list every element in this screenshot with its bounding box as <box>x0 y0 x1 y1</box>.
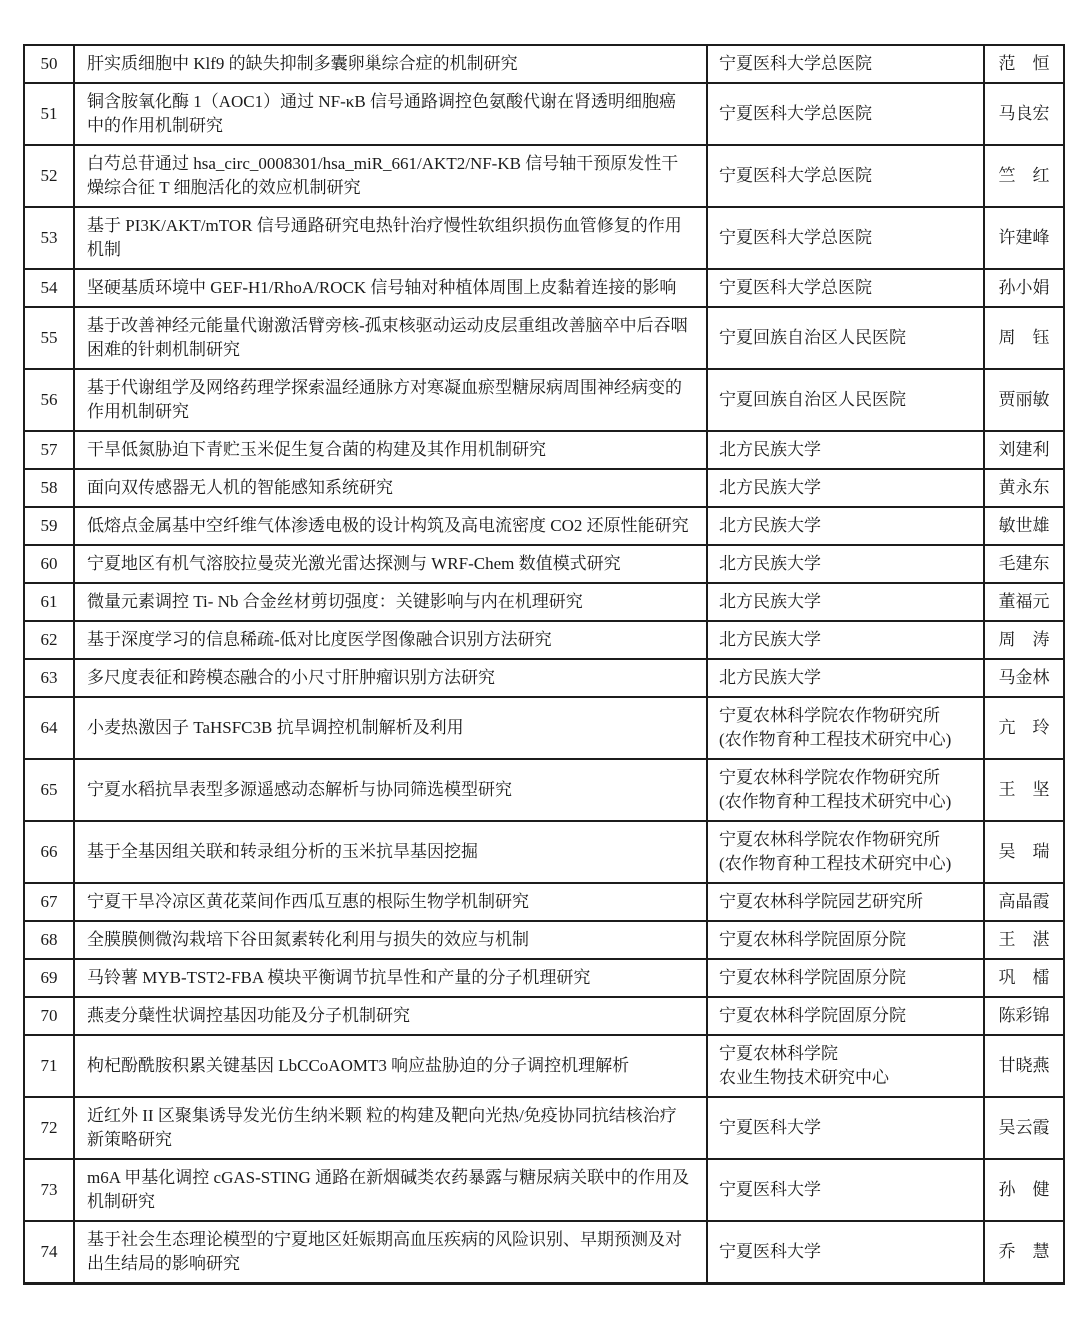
table-row <box>24 269 1064 307</box>
project-title: 马铃薯 MYB-TST2-FBA 模块平衡调节抗旱性和产量的分子机理研究 <box>74 959 707 997</box>
institution: 北方民族大学 <box>707 545 984 583</box>
institution: 北方民族大学 <box>707 507 984 545</box>
row-number: 64 <box>24 697 74 759</box>
institution: 宁夏医科大学 <box>707 1221 984 1284</box>
project-title: 基于代谢组学及网络药理学探索温经通脉方对寒凝血瘀型糖尿病周围神经病变的作用机制研究 <box>74 369 707 431</box>
institution: 宁夏医科大学总医院 <box>707 83 984 145</box>
person-name: 吴云霞 <box>984 1097 1064 1159</box>
project-title: 面向双传感器无人机的智能感知系统研究 <box>74 469 707 507</box>
project-title: 肝实质细胞中 Klf9 的缺失抑制多囊卵巢综合症的机制研究 <box>74 45 707 83</box>
table-row <box>24 659 1064 697</box>
table-row <box>24 507 1064 545</box>
institution: 北方民族大学 <box>707 583 984 621</box>
row-number: 63 <box>24 659 74 697</box>
table-row <box>24 545 1064 583</box>
table-row <box>24 1221 1064 1284</box>
project-title: 微量元素调控 Ti- Nb 合金丝材剪切强度：关键影响与内在机理研究 <box>74 583 707 621</box>
institution: 宁夏医科大学总医院 <box>707 269 984 307</box>
institution: 北方民族大学 <box>707 621 984 659</box>
person-name: 许建峰 <box>984 207 1064 269</box>
table-row <box>24 307 1064 369</box>
table-row <box>24 207 1064 269</box>
project-title: 坚硬基质环境中 GEF-H1/RhoA/ROCK 信号轴对种植体周围上皮黏着连接的影响 <box>74 269 707 307</box>
row-number: 70 <box>24 997 74 1035</box>
institution: 宁夏农林科学院园艺研究所 <box>707 883 984 921</box>
institution: 北方民族大学 <box>707 469 984 507</box>
person-name: 吴 瑞 <box>984 821 1064 883</box>
project-title: 近红外 II 区聚集诱导发光仿生纳米颗 粒的构建及靶向光热/免疫协同抗结核治疗新策略研究 <box>74 1097 707 1159</box>
table-row <box>24 997 1064 1035</box>
project-title: m6A 甲基化调控 cGAS-STING 通路在新烟碱类农药暴露与糖尿病关联中的作用及机制研究 <box>74 1159 707 1221</box>
table-row <box>24 1159 1064 1221</box>
institution: 宁夏医科大学总医院 <box>707 145 984 207</box>
row-number: 59 <box>24 507 74 545</box>
project-title: 低熔点金属基中空纤维气体渗透电极的设计构筑及高电流密度 CO2 还原性能研究 <box>74 507 707 545</box>
institution: 宁夏农林科学院固原分院 <box>707 997 984 1035</box>
project-title: 基于全基因组关联和转录组分析的玉米抗旱基因挖掘 <box>74 821 707 883</box>
project-title: 燕麦分蘖性状调控基因功能及分子机制研究 <box>74 997 707 1035</box>
table-row <box>24 1097 1064 1159</box>
project-table-body <box>24 45 1064 1284</box>
person-name: 董福元 <box>984 583 1064 621</box>
institution: 北方民族大学 <box>707 431 984 469</box>
row-number: 72 <box>24 1097 74 1159</box>
person-name: 王 湛 <box>984 921 1064 959</box>
row-number: 55 <box>24 307 74 369</box>
person-name: 周 涛 <box>984 621 1064 659</box>
institution: 宁夏回族自治区人民医院 <box>707 369 984 431</box>
institution: 宁夏农林科学院固原分院 <box>707 959 984 997</box>
project-title: 基于 PI3K/AKT/mTOR 信号通路研究电热针治疗慢性软组织损伤血管修复的作用机制 <box>74 207 707 269</box>
person-name: 敏世雄 <box>984 507 1064 545</box>
table-row <box>24 145 1064 207</box>
person-name: 巩 檑 <box>984 959 1064 997</box>
institution: 北方民族大学 <box>707 659 984 697</box>
person-name: 孙小娟 <box>984 269 1064 307</box>
table-row <box>24 821 1064 883</box>
institution: 宁夏农林科学院农作物研究所 (农作物育种工程技术研究中心) <box>707 697 984 759</box>
person-name: 贾丽敏 <box>984 369 1064 431</box>
row-number: 67 <box>24 883 74 921</box>
institution: 宁夏医科大学 <box>707 1159 984 1221</box>
person-name: 孙 健 <box>984 1159 1064 1221</box>
table-row <box>24 45 1064 83</box>
project-title: 宁夏干旱冷凉区黄花菜间作西瓜互惠的根际生物学机制研究 <box>74 883 707 921</box>
project-title: 宁夏水稻抗旱表型多源遥感动态解析与协同筛选模型研究 <box>74 759 707 821</box>
project-title: 铜含胺氧化酶 1（AOC1）通过 NF-κB 信号通路调控色氨酸代谢在肾透明细胞癌中的作用机制研究 <box>74 83 707 145</box>
project-title: 宁夏地区有机气溶胶拉曼荧光激光雷达探测与 WRF-Chem 数值模式研究 <box>74 545 707 583</box>
table-row <box>24 431 1064 469</box>
row-number: 51 <box>24 83 74 145</box>
row-number: 52 <box>24 145 74 207</box>
table-row <box>24 759 1064 821</box>
table-row <box>24 583 1064 621</box>
row-number: 68 <box>24 921 74 959</box>
row-number: 58 <box>24 469 74 507</box>
row-number: 62 <box>24 621 74 659</box>
person-name: 刘建利 <box>984 431 1064 469</box>
person-name: 乔 慧 <box>984 1221 1064 1284</box>
project-title: 枸杞酚酰胺积累关键基因 LbCCoAOMT3 响应盐胁迫的分子调控机理解析 <box>74 1035 707 1097</box>
row-number: 54 <box>24 269 74 307</box>
institution: 宁夏医科大学 <box>707 1097 984 1159</box>
institution: 宁夏回族自治区人民医院 <box>707 307 984 369</box>
person-name: 马良宏 <box>984 83 1064 145</box>
project-title: 全膜膜侧微沟栽培下谷田氮素转化利用与损失的效应与机制 <box>74 921 707 959</box>
row-number: 71 <box>24 1035 74 1097</box>
project-title: 基于深度学习的信息稀疏-低对比度医学图像融合识别方法研究 <box>74 621 707 659</box>
table-row <box>24 697 1064 759</box>
project-table <box>23 44 1065 1285</box>
institution: 宁夏农林科学院农作物研究所 (农作物育种工程技术研究中心) <box>707 821 984 883</box>
row-number: 66 <box>24 821 74 883</box>
institution: 宁夏医科大学总医院 <box>707 207 984 269</box>
project-title: 多尺度表征和跨模态融合的小尺寸肝肿瘤识别方法研究 <box>74 659 707 697</box>
person-name: 高晶霞 <box>984 883 1064 921</box>
row-number: 57 <box>24 431 74 469</box>
project-title: 干旱低氮胁迫下青贮玉米促生复合菌的构建及其作用机制研究 <box>74 431 707 469</box>
person-name: 竺 红 <box>984 145 1064 207</box>
table-row <box>24 921 1064 959</box>
row-number: 61 <box>24 583 74 621</box>
person-name: 亢 玲 <box>984 697 1064 759</box>
row-number: 69 <box>24 959 74 997</box>
table-row <box>24 883 1064 921</box>
person-name: 马金林 <box>984 659 1064 697</box>
person-name: 毛建东 <box>984 545 1064 583</box>
institution: 宁夏农林科学院固原分院 <box>707 921 984 959</box>
project-title: 白芍总苷通过 hsa_circ_0008301/hsa_miR_661/AKT2/NF-KB 信号轴干预原发性干燥综合征 T 细胞活化的效应机制研究 <box>74 145 707 207</box>
row-number: 53 <box>24 207 74 269</box>
row-number: 74 <box>24 1221 74 1284</box>
person-name: 甘晓燕 <box>984 1035 1064 1097</box>
person-name: 陈彩锦 <box>984 997 1064 1035</box>
institution: 宁夏医科大学总医院 <box>707 45 984 83</box>
person-name: 范 恒 <box>984 45 1064 83</box>
table-row <box>24 621 1064 659</box>
person-name: 王 坚 <box>984 759 1064 821</box>
person-name: 黄永东 <box>984 469 1064 507</box>
table-row <box>24 959 1064 997</box>
table-row <box>24 1035 1064 1097</box>
table-row <box>24 369 1064 431</box>
person-name: 周 钰 <box>984 307 1064 369</box>
table-row <box>24 469 1064 507</box>
project-title: 基于社会生态理论模型的宁夏地区妊娠期高血压疾病的风险识别、早期预测及对出生结局的影响研究 <box>74 1221 707 1284</box>
project-title: 基于改善神经元能量代谢激活臂旁核-孤束核驱动运动皮层重组改善脑卒中后吞咽困难的针刺机制研究 <box>74 307 707 369</box>
table-row <box>24 83 1064 145</box>
row-number: 60 <box>24 545 74 583</box>
project-title: 小麦热激因子 TaHSFC3B 抗旱调控机制解析及利用 <box>74 697 707 759</box>
institution: 宁夏农林科学院 农业生物技术研究中心 <box>707 1035 984 1097</box>
row-number: 73 <box>24 1159 74 1221</box>
row-number: 56 <box>24 369 74 431</box>
institution: 宁夏农林科学院农作物研究所 (农作物育种工程技术研究中心) <box>707 759 984 821</box>
row-number: 65 <box>24 759 74 821</box>
row-number: 50 <box>24 45 74 83</box>
